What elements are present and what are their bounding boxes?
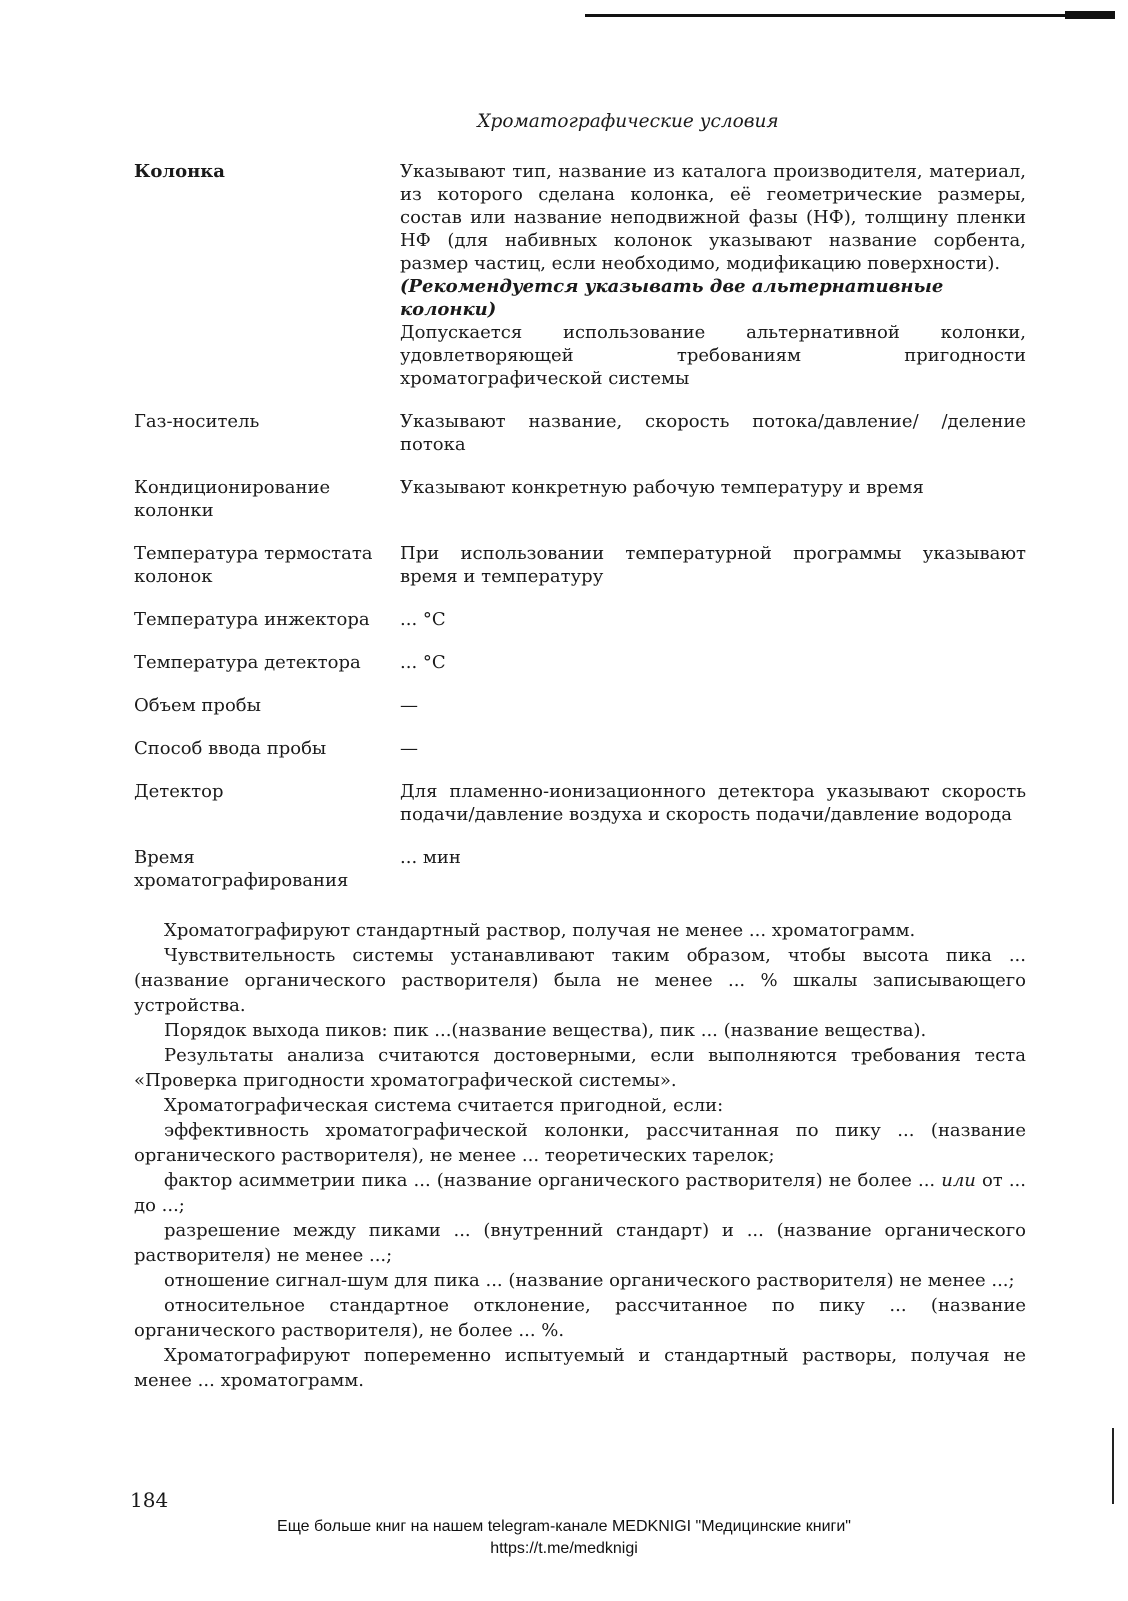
paragraph-italic: или (941, 1170, 976, 1191)
condition-value: Указывают название, скорость потока/давление/ /деление потока (400, 411, 1026, 455)
condition-label: Температура термостата колонок (134, 543, 373, 587)
page-number: 184 (130, 1488, 169, 1512)
paragraph: отношение сигнал-шум для пика ... (название органического растворителя) не менее ...; (164, 1270, 1015, 1291)
condition-value: — (400, 695, 418, 716)
paragraph-text: фактор асимметрии пика ... (название органического растворителя) не более ... (164, 1170, 936, 1191)
footer (0, 1516, 1128, 1560)
condition-row (134, 780, 1026, 826)
condition-row (134, 542, 1026, 588)
paragraph: Порядок выхода пиков: пик ...(название вещества), пик ... (название вещества). (164, 1020, 927, 1041)
top-rule (585, 14, 1115, 17)
paragraph: относительное стандартное отклонение, рассчитанное по пику ... (название органического растворителя), не более ... %. (134, 1295, 1026, 1341)
paragraph: Хроматографируют попеременно испытуемый и стандартный растворы, получая не менее ... хроматограмм. (134, 1345, 1026, 1391)
condition-value: ... мин (400, 847, 461, 868)
condition-value-text: Указывают тип, название из каталога производителя, материал, из которого сделана колонка, её геометрические размеры, состав или название неподвижной фазы (НФ), толщину пленки НФ (для набивных колонок указывают название сорбента, размер частиц, если необходимо, модификацию поверхности). (400, 161, 1026, 274)
conditions-table (134, 160, 1026, 892)
paragraph: Результаты анализа считаются достоверными, если выполняются требования теста «Проверка пригодности хроматографической системы». (134, 1045, 1026, 1091)
condition-value: При использовании температурной программы указывают время и температуру (400, 543, 1026, 587)
condition-label: Объем пробы (134, 695, 261, 716)
condition-value: Указывают конкретную рабочую температуру и время (400, 477, 924, 498)
condition-label: Температура инжектора (134, 609, 370, 630)
paragraph: эффективность хроматографической колонки, рассчитанная по пику ... (название органического растворителя), не менее ... теоретических тарелок; (134, 1120, 1026, 1166)
condition-value: ... °C (400, 609, 446, 630)
condition-label: Газ-носитель (134, 411, 260, 432)
condition-label: Время хроматографирования (134, 847, 349, 891)
paragraph: Хроматографируют стандартный раствор, получая не менее ... хроматограмм. (164, 920, 916, 941)
condition-row (134, 476, 1026, 522)
section-title: Хроматографические условия (477, 111, 779, 132)
condition-row (134, 160, 1026, 390)
condition-row (134, 846, 1026, 892)
condition-extra: Допускается использование альтернативной колонки, удовлетворяющей требованиям пригодности хроматографической системы (400, 322, 1026, 389)
paragraph: Хроматографическая система считается пригодной, если: (164, 1095, 724, 1116)
margin-bar (1112, 1428, 1114, 1504)
condition-label: Температура детектора (134, 652, 361, 673)
footer-link[interactable]: https://t.me/medknigi (490, 1540, 638, 1557)
footer-line: Еще больше книг на нашем telegram-канале MEDKNIGI "Медицинские книги" (277, 1518, 851, 1535)
condition-value: Для пламенно-ионизационного детектора указывают скорость подачи/давление воздуха и скорость подачи/давление водорода (400, 781, 1026, 825)
condition-row (134, 608, 1026, 631)
condition-note: (Рекомендуется указывать две альтернативные колонки) (400, 276, 944, 320)
page-content (134, 108, 1026, 1393)
condition-value (400, 160, 1026, 390)
condition-label: Детектор (134, 781, 224, 802)
condition-label: Кондиционирование колонки (134, 477, 331, 521)
condition-label: Колонка (134, 161, 225, 182)
paragraph (134, 1168, 1026, 1218)
condition-row (134, 651, 1026, 674)
condition-label: Способ ввода пробы (134, 738, 327, 759)
condition-value: — (400, 738, 418, 759)
condition-row (134, 737, 1026, 760)
paragraph: Чувствительность системы устанавливают таким образом, чтобы высота пика ... (название органического растворителя) была не менее ... % шкалы записывающего устройства. (134, 945, 1026, 1016)
paragraph-tail: от ... до ...; (134, 1170, 1026, 1216)
condition-row (134, 694, 1026, 717)
body-text (134, 918, 1026, 1393)
paragraph: разрешение между пиками ... (внутренний стандарт) и ... (название органического растворителя) не менее ...; (134, 1220, 1026, 1266)
condition-row (134, 410, 1026, 456)
condition-value: ... °C (400, 652, 446, 673)
